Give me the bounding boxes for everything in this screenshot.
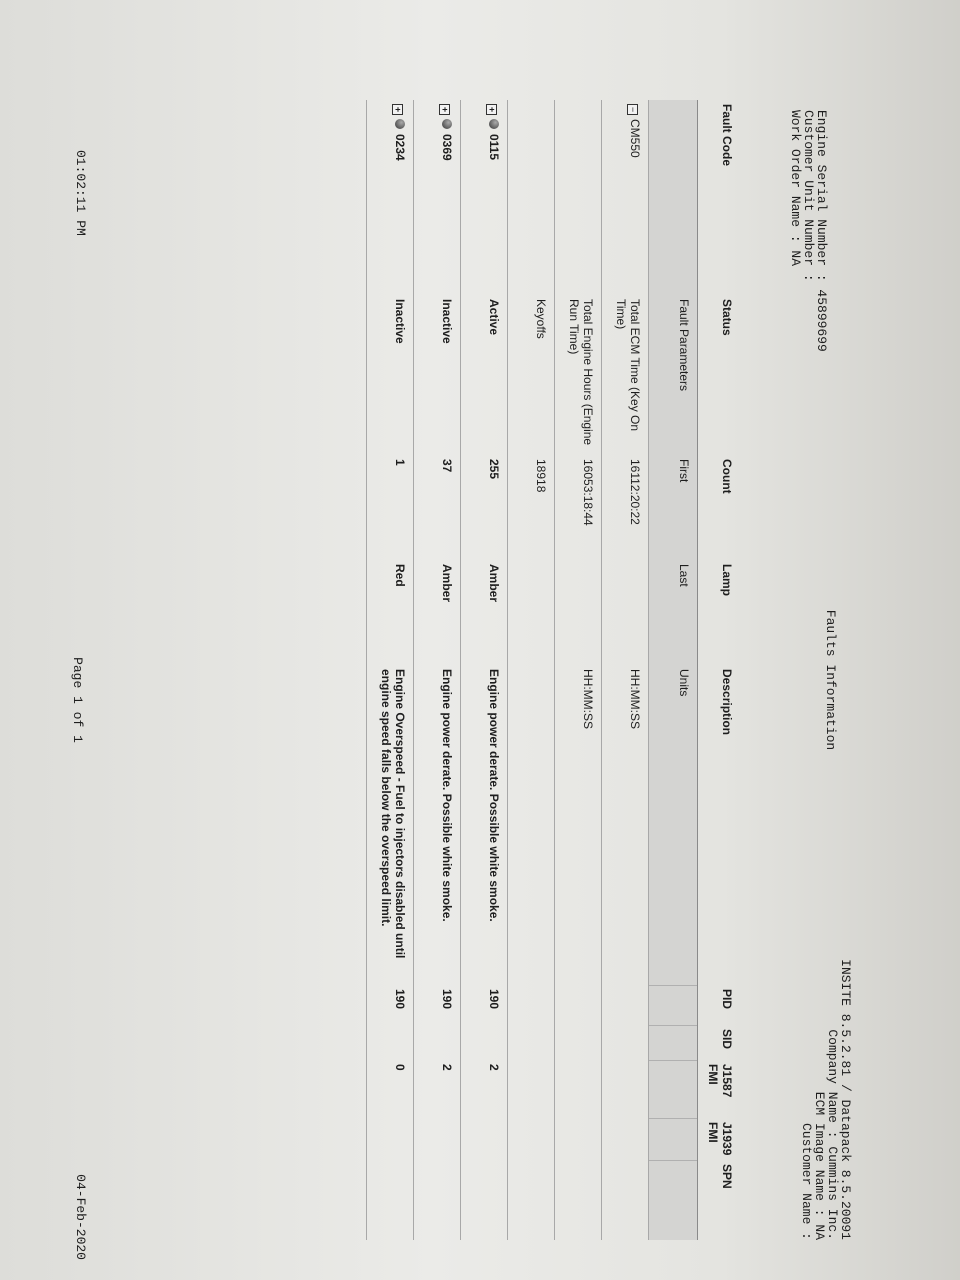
- col-description: Description: [698, 665, 741, 985]
- table-row: [555, 100, 602, 1240]
- table-row: [367, 100, 414, 1240]
- fault-code: 0234: [393, 134, 407, 161]
- fault-pid: 190: [367, 985, 414, 1025]
- status-dot-icon: [442, 119, 452, 129]
- col-j1939-fmi: J1939 FMI: [698, 1118, 741, 1160]
- fault-count: 37: [414, 455, 461, 560]
- fault-status: Inactive: [367, 295, 414, 455]
- footer-date: 04-Feb-2020: [73, 1174, 88, 1260]
- param-units: HH:MM:SS: [602, 665, 649, 985]
- report-title: Faults Information: [823, 609, 838, 751]
- fault-code: 0115: [487, 134, 501, 161]
- col-pid: PID: [698, 985, 741, 1025]
- param-header-first: First: [649, 455, 698, 560]
- param-last: [555, 560, 602, 665]
- fault-count: 1: [367, 455, 414, 560]
- param-units: HH:MM:SS: [555, 665, 602, 985]
- expand-plus-icon[interactable]: +: [486, 104, 497, 115]
- fault-j1939-fmi: [367, 1118, 414, 1160]
- fault-spn: [461, 1160, 508, 1240]
- ecm-name: CM550: [628, 119, 642, 158]
- table-row: [414, 100, 461, 1240]
- col-j1587-fmi: J1587 FMI: [698, 1060, 741, 1118]
- table-row: [508, 100, 555, 1240]
- table-row: [602, 100, 649, 1240]
- fault-j1939-fmi: [461, 1118, 508, 1160]
- fault-spn: [414, 1160, 461, 1240]
- param-first: 16112:20:22: [602, 455, 649, 560]
- fault-j1587-fmi: 2: [414, 1060, 461, 1118]
- col-spn: SPN: [698, 1160, 741, 1240]
- customer-name: Customer Name :: [799, 1122, 814, 1240]
- fault-j1587-fmi: 0: [367, 1060, 414, 1118]
- fault-lamp: Amber: [461, 560, 508, 665]
- param-header-units: Units: [649, 665, 698, 985]
- fault-description: Engine power derate. Possible white smoke.: [414, 665, 461, 985]
- fault-code-cell[interactable]: [414, 100, 461, 295]
- col-count: Count: [698, 455, 741, 560]
- fault-code-cell[interactable]: [461, 100, 508, 295]
- fault-sid: [461, 1025, 508, 1060]
- fault-lamp: Amber: [414, 560, 461, 665]
- param-last: [508, 560, 555, 665]
- fault-code: 0369: [440, 134, 454, 161]
- fault-sid: [367, 1025, 414, 1060]
- insite-version: INSITE 8.5.2.81 / Datapack 8.5.20091: [838, 959, 853, 1240]
- ecm-row-label[interactable]: [602, 100, 649, 295]
- ecm-image-name: ECM Image Name : NA: [812, 1091, 827, 1240]
- fault-code-cell[interactable]: [367, 100, 414, 295]
- status-dot-icon: [489, 119, 499, 129]
- fault-count: 255: [461, 455, 508, 560]
- fault-status: Inactive: [414, 295, 461, 455]
- footer-page-number: Page 1 of 1: [70, 657, 85, 743]
- param-first: 18918: [508, 455, 555, 560]
- fault-description: Engine power derate. Possible white smoke.: [461, 665, 508, 985]
- param-name: Keyoffs: [508, 295, 555, 455]
- status-dot-icon: [395, 119, 405, 129]
- param-header-row: [649, 100, 698, 1240]
- customer-unit-number: Customer Unit Number :: [801, 110, 816, 282]
- collapse-minus-icon[interactable]: −: [627, 104, 638, 115]
- param-name: Total ECM Time (Key On Time): [602, 295, 649, 455]
- fault-pid: 190: [414, 985, 461, 1025]
- fault-pid: 190: [461, 985, 508, 1025]
- fault-lamp: Red: [367, 560, 414, 665]
- col-status: Status: [698, 295, 741, 455]
- header-left-block: [789, 110, 828, 352]
- fault-spn: [367, 1160, 414, 1240]
- table-row: [461, 100, 508, 1240]
- work-order-name: Work Order Name : NA: [788, 110, 803, 267]
- fault-status: Active: [461, 295, 508, 455]
- fault-j1939-fmi: [414, 1118, 461, 1160]
- fault-description: Engine Overspeed - Fuel to injectors disabled until engine speed falls below the overspeed limit.: [367, 665, 414, 985]
- expand-plus-icon[interactable]: +: [439, 104, 450, 115]
- footer-time: 01:02:11 PM: [73, 150, 88, 236]
- faults-table: [366, 100, 740, 1240]
- param-last: [602, 560, 649, 665]
- param-header-last: Last: [649, 560, 698, 665]
- engine-serial-number: Engine Serial Number : 45899699: [814, 110, 829, 352]
- param-header-parameters: Fault Parameters: [649, 295, 698, 455]
- header-right-block: [800, 900, 852, 1240]
- company-name: Company Name : Cummins Inc.: [825, 1029, 840, 1240]
- col-fault-code: Fault Code: [698, 100, 741, 295]
- param-name: Total Engine Hours (Engine Run Time): [555, 295, 602, 455]
- fault-j1587-fmi: 2: [461, 1060, 508, 1118]
- param-units: [508, 665, 555, 985]
- col-sid: SID: [698, 1025, 741, 1060]
- col-lamp: Lamp: [698, 560, 741, 665]
- fault-sid: [414, 1025, 461, 1060]
- param-first: 16053:18:44: [555, 455, 602, 560]
- table-header-row: [698, 100, 741, 1240]
- expand-plus-icon[interactable]: +: [392, 104, 403, 115]
